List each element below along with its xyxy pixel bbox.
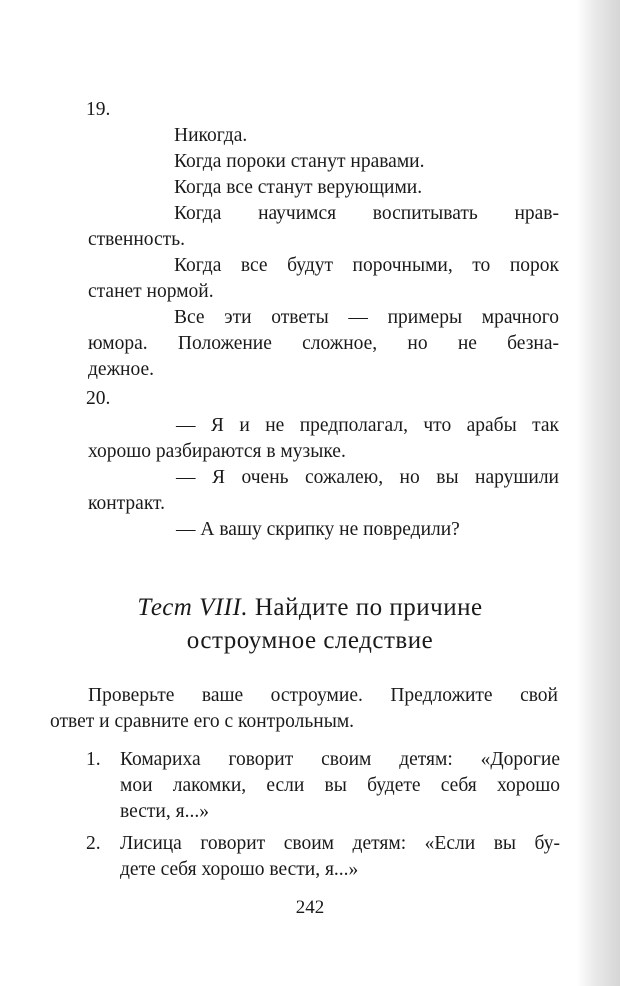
answer-line: дежное. [88,359,155,380]
answer-line: Когда научимся воспитывать нрав- [174,203,559,224]
intro-line: ответ и сравните его с контрольным. [50,711,355,732]
list-item-line: Лисица говорит своим детям: «Если вы бу- [120,833,560,854]
answer-line: Никогда. [174,125,248,146]
answer-line: ственность. [88,229,185,250]
answer-line: Когда пороки станут нравами. [174,151,425,172]
item-number-20: 20. [86,388,111,409]
list-item-line: Комариха говорит своим детям: «Дорогие [120,749,560,770]
test-heading-line2: остроумное следствие [186,627,434,654]
test-heading-line1 [0,592,620,624]
list-item-line: мои лакомки, если вы будете себя хорошо [120,775,560,796]
dialogue-line: хорошо разбираются в музыке. [88,441,346,462]
answer-line: Когда все станут верующими. [174,177,423,198]
answer-line: Все эти ответы — примеры мрачного [174,307,559,328]
dialogue-line: контракт. [88,493,165,514]
dialogue-line: — Я очень сожалею, но вы нарушили [176,467,559,488]
list-item-line: вести, я...» [120,801,209,822]
dialogue-line: — Я и не предполагал, что арабы так [176,415,559,436]
item-number-19: 19. [86,99,111,120]
page-number: 242 [295,897,325,918]
test-title-part1: Найдите по причине [254,594,483,621]
dialogue-line: — А вашу скрипку не повредили? [176,519,460,540]
answer-line: станет нормой. [88,281,214,302]
test-label: Тест VIII. [137,594,249,621]
list-item-line: дете себя хорошо вести, я...» [120,859,359,880]
intro-line: Проверьте ваше остроумие. Предложите свой [88,685,558,706]
answer-line: юмора. Положение сложное, но не безна- [88,333,559,354]
list-item-number: 2. [86,833,101,854]
answer-line: Когда все будут порочными, то порок [174,255,559,276]
list-item-number: 1. [86,749,101,770]
